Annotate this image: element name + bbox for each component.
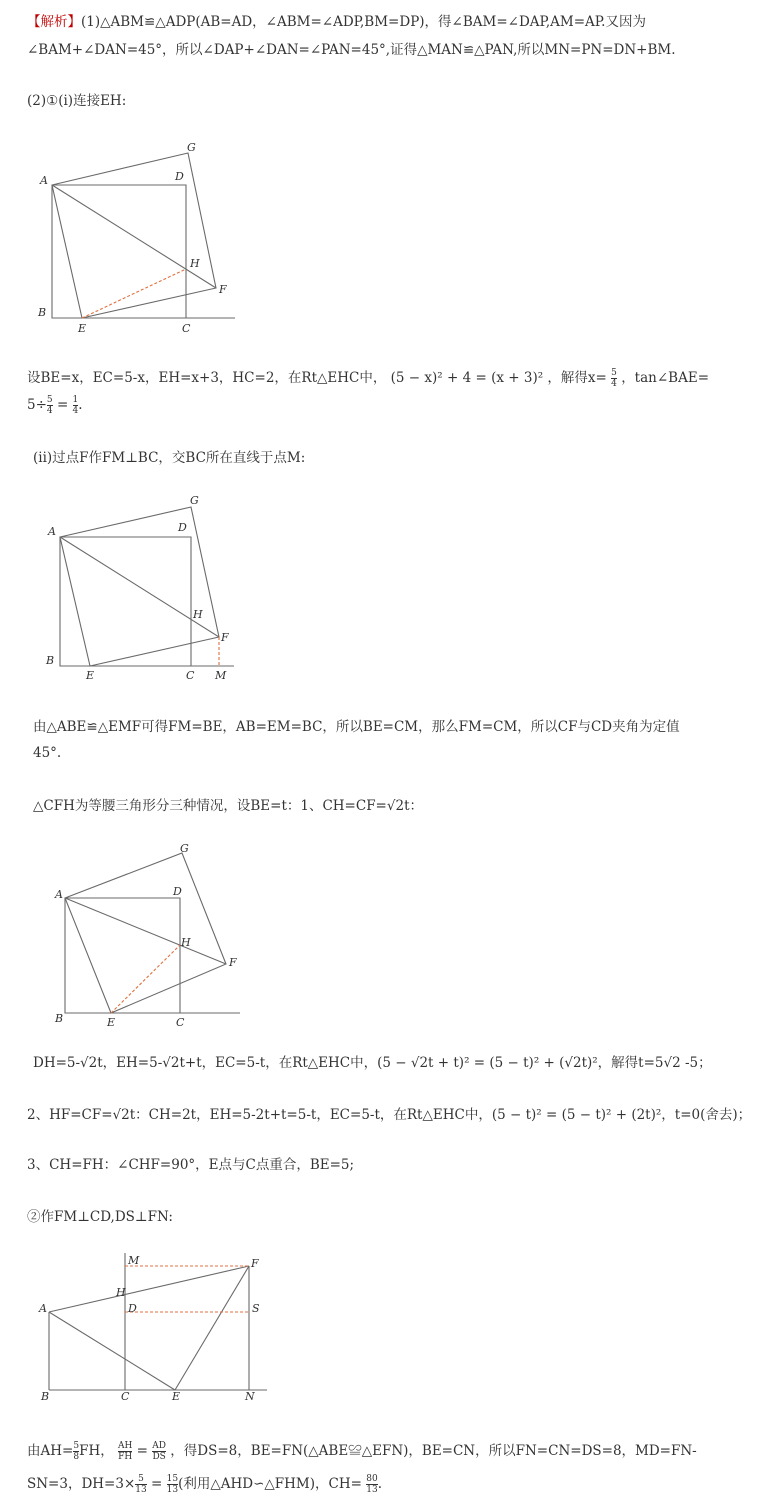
label-m: M	[128, 1254, 140, 1267]
label-g: G	[187, 141, 196, 154]
label-f: F	[229, 956, 237, 969]
denominator: 4	[72, 406, 79, 416]
text-part: SN=3，DH=3×	[27, 1476, 136, 1492]
part-2-solution-line-1: 由AH= $\frac{5}{8}$ FH， $\frac{AH}{FH}$ = $\frac{AD}{DS}$ ，得DS=8，BE=FN(△ABE≌△EFN)，BE=CN，所以FN=CN=DS=8，MD=FN-	[27, 1441, 697, 1462]
case-3-solution: 3、CH=FH：∠CHF=90°，E点与C点重合，BE=5;	[27, 1157, 355, 1173]
label-d: D	[128, 1302, 137, 1315]
text-part: ，解得x=	[547, 370, 607, 386]
figure-4-construction-diagram	[35, 1250, 275, 1405]
fraction-5-13	[135, 1474, 146, 1495]
text-part: FH，	[79, 1443, 114, 1459]
label-f: F	[221, 631, 229, 644]
label-c: C	[182, 322, 191, 333]
label-a: A	[40, 174, 48, 187]
label-h: H	[190, 257, 200, 270]
label-s: S	[252, 1302, 260, 1315]
label-a: A	[55, 888, 63, 901]
solution-line-congruence: 由△ABE≌△EMF可得FM=BE，AB=EM=BC，所以BE=CM，那么FM=CM，所以CF与CD夹角为定值	[33, 719, 680, 735]
case-heading: △CFH为等腰三角形分三种情况，设BE=t：1、CH=CF=√2t：	[33, 798, 423, 814]
label-a: A	[48, 525, 56, 538]
label-e: E	[86, 669, 95, 682]
text-part: (利用△AHD∽△FHM)，CH=	[178, 1476, 362, 1492]
label-d: D	[178, 521, 187, 534]
fraction-80-13	[366, 1474, 377, 1495]
text-part: .	[377, 1476, 382, 1492]
numerator: 5	[46, 395, 53, 405]
step-2-part-2-heading: ②作FM⊥CD,DS⊥FN:	[27, 1209, 173, 1225]
case-1-solution: DH=5-√2t，EH=5-√2t+t，EC=5-t，在Rt△EHC中，(5 − √2t + t)² = (5 − t)² + (√2t)²，解得t=5√2 -5；	[33, 1055, 712, 1071]
text-part: ，tan∠BAE=	[621, 370, 710, 386]
step-2-ii-heading: (ii)过点F作FM⊥BC，交BC所在直线于点M:	[33, 450, 306, 466]
text-part: 5÷	[27, 397, 47, 413]
text-part: =	[56, 397, 69, 413]
numerator: 5	[611, 368, 617, 378]
numerator: AH	[118, 1441, 133, 1451]
label-n: N	[245, 1390, 255, 1403]
denominator: 4	[46, 406, 53, 416]
case-2-solution: 2、HF=CF=√2t：CH=2t，EH=5-2t+t=5-t，EC=5-t，在Rt△EHC中，(5 − t)² = (5 − t)² + (2t)²，t=0(舍去)；	[27, 1107, 752, 1123]
numerator: 15	[166, 1474, 179, 1484]
label-e: E	[78, 322, 87, 333]
solution-line-45deg: 45°.	[33, 745, 62, 761]
label-g: G	[180, 842, 189, 855]
text-part: 设BE=x，EC=5-x，EH=x+3，HC=2，在Rt△EHC中，	[27, 370, 387, 386]
denominator: DS	[152, 1452, 166, 1462]
denominator: 13	[135, 1485, 147, 1495]
label-c: C	[176, 1016, 185, 1029]
label-d: D	[173, 885, 182, 898]
ratio-ad-ds	[152, 1441, 166, 1462]
numerator: 1	[72, 395, 79, 405]
numerator: 80	[366, 1474, 378, 1484]
part-2-solution-line-2: SN=3，DH=3× $\frac{5}{13}$ = $\frac{15}{13}$ (利用△AHD∽△FHM)，CH= $\frac{80}{13}$ .	[27, 1474, 382, 1495]
denominator: FH	[118, 1452, 133, 1462]
denominator: 13	[166, 1485, 179, 1495]
solution-line-1	[27, 12, 646, 32]
label-e: E	[107, 1016, 116, 1029]
numerator: AD	[152, 1441, 166, 1451]
label-a: A	[39, 1302, 47, 1315]
label-g: G	[190, 494, 199, 507]
label-b: B	[41, 1390, 50, 1403]
label-c: C	[186, 669, 195, 682]
solution-line-tan: 5÷ $\frac{5}{4}$ = $\frac{1}{4}$ .	[27, 395, 83, 416]
denominator: 4	[611, 379, 617, 389]
step-2-i-heading: (2)①(i)连接EH:	[27, 93, 127, 109]
solution-line-set-x	[27, 368, 709, 389]
denominator: 8	[73, 1452, 80, 1462]
label-c: C	[121, 1390, 130, 1403]
text-part: 由AH=	[27, 1443, 74, 1459]
label-e: E	[172, 1390, 181, 1403]
fraction-15-13	[167, 1474, 178, 1495]
label-h: H	[116, 1286, 126, 1299]
denominator: 13	[366, 1485, 378, 1495]
label-f: F	[219, 283, 227, 296]
label-b: B	[38, 306, 47, 319]
solution-line-2: ∠BAM+∠DAN=45°，所以∠DAP+∠DAN=∠PAN=45°,证得△MAN≌△PAN,所以MN=PN=DN+BM.	[27, 42, 676, 58]
text-part: (1)△ABM≌△ADP(AB=AD，∠ABM=∠ADP,BM=DP)，得∠BAM=∠DAP,AM=AP.又因为	[81, 14, 646, 30]
numerator: 5	[73, 1441, 80, 1451]
label-b: B	[46, 654, 55, 667]
analysis-tag: 【解析】	[27, 14, 81, 30]
figure-2-square-diagram	[38, 490, 253, 685]
label-d: D	[175, 170, 184, 183]
numerator: 5	[135, 1474, 146, 1485]
equation: (5 − x)² + 4 = (x + 3)²	[390, 370, 544, 386]
ratio-ah-fh	[118, 1441, 132, 1462]
label-m: M	[215, 669, 227, 682]
figure-1-square-diagram	[30, 138, 245, 333]
label-b: B	[55, 1012, 64, 1025]
fraction-5-4	[47, 395, 53, 416]
label-f: F	[251, 1257, 259, 1270]
label-h: H	[193, 608, 203, 621]
text-part: ，得DS=8，BE=FN(△ABE≌△EFN)，BE=CN，所以FN=CN=DS=8，MD=FN-	[170, 1443, 697, 1459]
figure-3-square-diagram	[45, 840, 245, 1030]
fraction-x	[611, 368, 617, 389]
label-h: H	[181, 936, 191, 949]
fraction-1-4	[73, 395, 79, 416]
